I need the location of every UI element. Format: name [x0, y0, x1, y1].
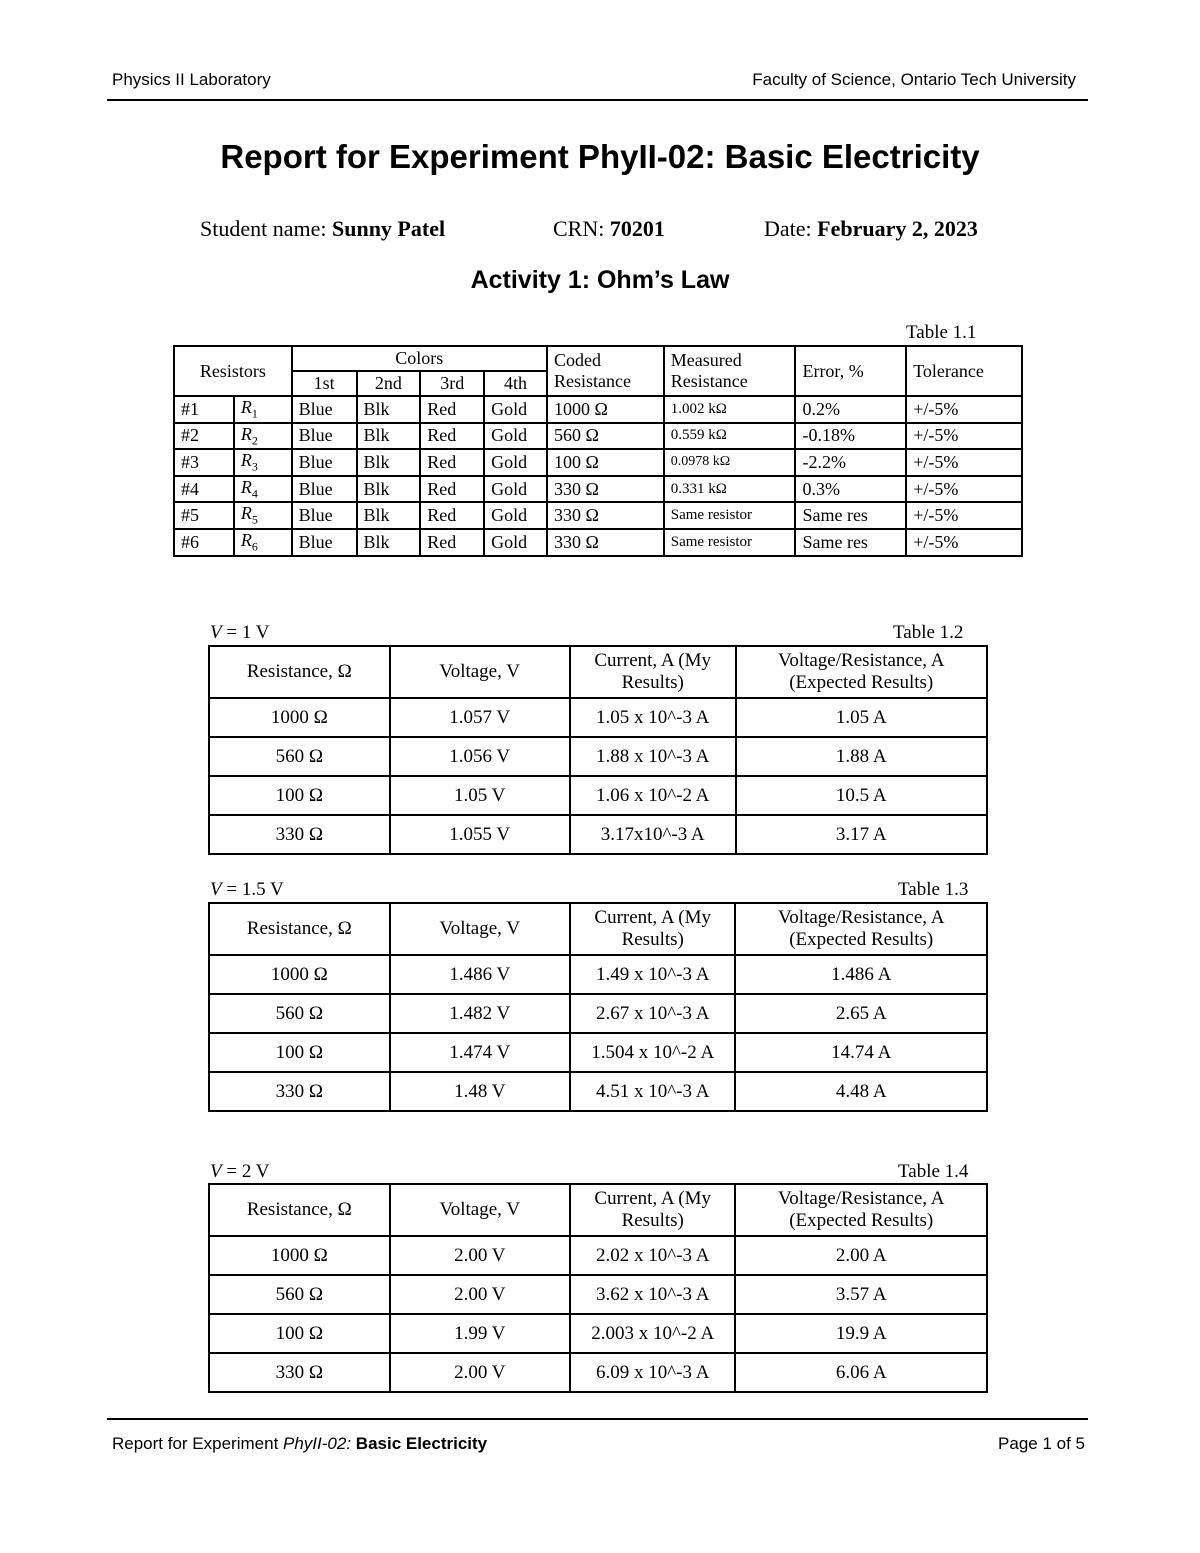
voltage: 1.482 V: [390, 994, 570, 1033]
results-table-1v: [208, 645, 988, 855]
table-row: [209, 1314, 987, 1353]
resistor-symbol: $R_6$: [234, 529, 292, 556]
table-row: [209, 1236, 987, 1275]
current: 2.67 x 10^-3 A: [570, 994, 736, 1033]
error-percent: Same res: [795, 502, 906, 529]
crn-label: CRN:: [553, 216, 605, 241]
header-color-3rd: 3rd: [420, 371, 484, 396]
expected: 4.48 A: [735, 1072, 987, 1111]
color-2nd: Blk: [357, 502, 421, 529]
color-2nd: Blk: [357, 476, 421, 503]
table-row: [174, 502, 1022, 529]
header-current: Current, A (My Results): [570, 903, 736, 955]
header-coded-line1: Coded: [553, 350, 601, 370]
table-row: [209, 1072, 987, 1111]
header-expected: Voltage/Resistance, A (Expected Results): [735, 1184, 987, 1236]
resistance: 1000 Ω: [209, 1236, 390, 1275]
header-color-1st: 1st: [292, 371, 357, 396]
resistor-symbol: $R_4$: [234, 476, 292, 503]
table-row: [209, 737, 987, 776]
color-1st: Blue: [292, 396, 357, 423]
header-expected: Voltage/Resistance, A (Expected Results): [735, 903, 987, 955]
header-tolerance: Tolerance: [906, 346, 1022, 396]
table-row: [174, 529, 1022, 556]
resistance: 100 Ω: [209, 1314, 390, 1353]
header-voltage: Voltage, V: [390, 903, 570, 955]
current: 6.09 x 10^-3 A: [570, 1353, 736, 1392]
crn-value: 70201: [609, 216, 665, 241]
student-name-value: Sunny Patel: [331, 216, 446, 241]
resistance: 560 Ω: [209, 1275, 390, 1314]
color-3rd: Red: [420, 449, 484, 476]
header-current: Current, A (My Results): [570, 646, 736, 698]
header-current: Current, A (My Results): [570, 1184, 736, 1236]
header-color-2nd: 2nd: [357, 371, 421, 396]
measured-resistance: 0.559 kΩ: [664, 423, 796, 450]
coded-resistance: 330 Ω: [547, 502, 664, 529]
table-1-2-label: Table 1.2: [893, 622, 964, 643]
color-1st: Blue: [292, 502, 357, 529]
table-row: [209, 698, 987, 737]
resistor-number: #4: [174, 476, 234, 503]
voltage: 2.00 V: [390, 1275, 570, 1314]
resistance: 100 Ω: [209, 1033, 390, 1072]
voltage: 1.057 V: [390, 698, 570, 737]
color-2nd: Blk: [357, 396, 421, 423]
color-3rd: Red: [420, 396, 484, 423]
resistor-number: #3: [174, 449, 234, 476]
measured-resistance: 1.002 kΩ: [664, 396, 796, 423]
expected: 14.74 A: [735, 1033, 987, 1072]
current: 1.49 x 10^-3 A: [570, 955, 736, 994]
current: 1.05 x 10^-3 A: [570, 698, 736, 737]
color-2nd: Blk: [357, 449, 421, 476]
results-table-1-5v: [208, 902, 988, 1112]
color-3rd: Red: [420, 476, 484, 503]
resistance: 330 Ω: [209, 1353, 390, 1392]
tolerance: +/-5%: [906, 396, 1022, 423]
voltage: 1.055 V: [390, 815, 570, 854]
header-right: Faculty of Science, Ontario Tech University: [752, 70, 1076, 89]
voltage: 1.474 V: [390, 1033, 570, 1072]
table-1-4-voltage: V = 2 V: [210, 1161, 270, 1182]
footer-rule: [107, 1418, 1088, 1420]
tolerance: +/-5%: [906, 476, 1022, 503]
table-1-2-voltage: V = 1 V: [210, 622, 270, 643]
expected: 2.65 A: [735, 994, 987, 1033]
header-resistance: Resistance, Ω: [209, 646, 390, 698]
resistor-symbol: $R_2$: [234, 423, 292, 450]
header-voltage: Voltage, V: [390, 646, 570, 698]
table-row: [209, 1033, 987, 1072]
expected: 19.9 A: [735, 1314, 987, 1353]
table-row: [174, 476, 1022, 503]
color-4th: Gold: [484, 396, 547, 423]
table-row: [174, 449, 1022, 476]
date-label: Date:: [764, 216, 812, 241]
measured-resistance: Same resistor: [664, 529, 796, 556]
tolerance: +/-5%: [906, 529, 1022, 556]
resistor-table: [173, 345, 1023, 557]
header-coded-line2: Resistance: [553, 371, 631, 391]
color-4th: Gold: [484, 476, 547, 503]
resistance: 1000 Ω: [209, 955, 390, 994]
resistor-symbol: $R_5$: [234, 502, 292, 529]
voltage: 2.00 V: [390, 1236, 570, 1275]
coded-resistance: 330 Ω: [547, 529, 664, 556]
current: 2.003 x 10^-2 A: [570, 1314, 736, 1353]
color-2nd: Blk: [357, 529, 421, 556]
color-4th: Gold: [484, 423, 547, 450]
table-row: [209, 815, 987, 854]
coded-resistance: 1000 Ω: [547, 396, 664, 423]
header-resistance: Resistance, Ω: [209, 903, 390, 955]
tolerance: +/-5%: [906, 423, 1022, 450]
header-error: Error, %: [795, 346, 906, 396]
current: 1.06 x 10^-2 A: [570, 776, 736, 815]
voltage: 1.48 V: [390, 1072, 570, 1111]
voltage: 1.99 V: [390, 1314, 570, 1353]
measured-resistance: 0.0978 kΩ: [664, 449, 796, 476]
resistance: 330 Ω: [209, 1072, 390, 1111]
error-percent: Same res: [795, 529, 906, 556]
color-1st: Blue: [292, 423, 357, 450]
expected: 3.17 A: [736, 815, 988, 854]
resistance: 100 Ω: [209, 776, 390, 815]
measured-resistance: Same resistor: [664, 502, 796, 529]
resistance: 1000 Ω: [209, 698, 390, 737]
expected: 6.06 A: [735, 1353, 987, 1392]
header-color-4th: 4th: [484, 371, 547, 396]
header-colors: Colors: [292, 346, 547, 371]
resistor-number: #6: [174, 529, 234, 556]
color-3rd: Red: [420, 529, 484, 556]
error-percent: -0.18%: [795, 423, 906, 450]
current: 3.17x10^-3 A: [570, 815, 736, 854]
color-1st: Blue: [292, 449, 357, 476]
coded-resistance: 330 Ω: [547, 476, 664, 503]
voltage: 2.00 V: [390, 1353, 570, 1392]
student-name-label: Student name:: [200, 216, 327, 241]
error-percent: -2.2%: [795, 449, 906, 476]
current: 1.504 x 10^-2 A: [570, 1033, 736, 1072]
expected: 10.5 A: [736, 776, 988, 815]
footer-left: Report for Experiment PhyII-02: Basic Electricity: [112, 1434, 488, 1453]
activity-heading: Activity 1: Ohm’s Law: [470, 266, 730, 294]
color-3rd: Red: [420, 423, 484, 450]
error-percent: 0.3%: [795, 476, 906, 503]
resistance: 560 Ω: [209, 994, 390, 1033]
table-1-3-voltage: V = 1.5 V: [210, 879, 284, 900]
color-4th: Gold: [484, 502, 547, 529]
results-table-2v: [208, 1183, 988, 1393]
current: 3.62 x 10^-3 A: [570, 1275, 736, 1314]
page-number: Page 1 of 5: [998, 1434, 1085, 1453]
color-1st: Blue: [292, 476, 357, 503]
header-measured-line2: Resistance: [670, 371, 748, 391]
resistor-symbol: $R_3$: [234, 449, 292, 476]
color-3rd: Red: [420, 502, 484, 529]
crn: [553, 216, 665, 242]
table-1-1-label: Table 1.1: [906, 322, 977, 343]
coded-resistance: 560 Ω: [547, 423, 664, 450]
measured-resistance: 0.331 kΩ: [664, 476, 796, 503]
table-1-4-label: Table 1.4: [898, 1161, 969, 1182]
resistor-number: #2: [174, 423, 234, 450]
expected: 1.88 A: [736, 737, 988, 776]
resistor-symbol: $R_1$: [234, 396, 292, 423]
table-row: [174, 423, 1022, 450]
expected: 1.486 A: [735, 955, 987, 994]
resistance: 560 Ω: [209, 737, 390, 776]
header-coded: [547, 346, 664, 396]
color-2nd: Blk: [357, 423, 421, 450]
current: 2.02 x 10^-3 A: [570, 1236, 736, 1275]
date: [764, 216, 978, 242]
tolerance: +/-5%: [906, 502, 1022, 529]
table-1-3-label: Table 1.3: [898, 879, 969, 900]
expected: 2.00 A: [735, 1236, 987, 1275]
header-measured-line1: Measured: [670, 350, 742, 370]
header-measured: [664, 346, 796, 396]
header-expected: Voltage/Resistance, A (Expected Results): [736, 646, 988, 698]
voltage: 1.05 V: [390, 776, 570, 815]
table-row: [209, 776, 987, 815]
color-4th: Gold: [484, 449, 547, 476]
coded-resistance: 100 Ω: [547, 449, 664, 476]
header-resistance: Resistance, Ω: [209, 1184, 390, 1236]
resistor-number: #1: [174, 396, 234, 423]
current: 1.88 x 10^-3 A: [570, 737, 736, 776]
expected: 1.05 A: [736, 698, 988, 737]
table-row: [209, 955, 987, 994]
tolerance: +/-5%: [906, 449, 1022, 476]
header-resistors: Resistors: [174, 346, 292, 396]
page-title: Report for Experiment PhyII-02: Basic Electricity: [220, 138, 980, 175]
date-value: February 2, 2023: [817, 216, 978, 241]
table-row: [209, 1275, 987, 1314]
table-row: [174, 396, 1022, 423]
header-left: Physics II Laboratory: [112, 70, 271, 89]
voltage: 1.486 V: [390, 955, 570, 994]
color-4th: Gold: [484, 529, 547, 556]
table-row: [209, 1353, 987, 1392]
voltage: 1.056 V: [390, 737, 570, 776]
resistance: 330 Ω: [209, 815, 390, 854]
current: 4.51 x 10^-3 A: [570, 1072, 736, 1111]
table-row: [209, 994, 987, 1033]
color-1st: Blue: [292, 529, 357, 556]
expected: 3.57 A: [735, 1275, 987, 1314]
student-name: [200, 216, 445, 242]
resistor-number: #5: [174, 502, 234, 529]
header-voltage: Voltage, V: [390, 1184, 570, 1236]
header-rule: [107, 99, 1088, 101]
error-percent: 0.2%: [795, 396, 906, 423]
